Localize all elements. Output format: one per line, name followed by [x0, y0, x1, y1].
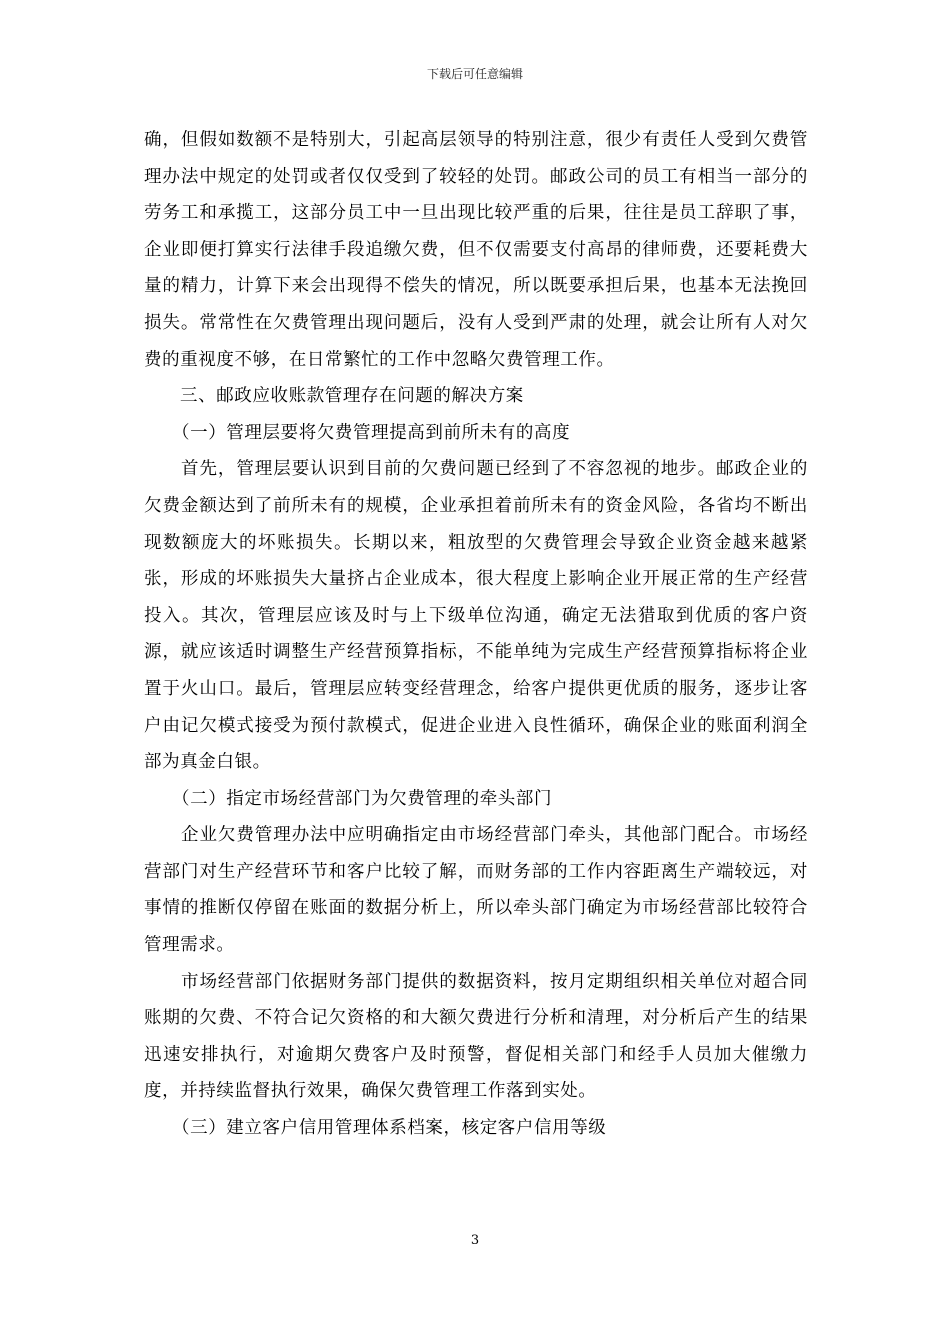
section-heading: 三、邮政应收账款管理存在问题的解决方案: [180, 386, 524, 407]
subsection-heading: （二）指定市场经营部门为欠费管理的牵头部门: [172, 788, 553, 809]
body-paragraph: 企业欠费管理办法中应明确指定由市场经营部门牵头，其他部门配合。市场经营部门对生产经营环节和客户比较了解，而财务部的工作内容距离生产端较远，对事情的推断仅停留在账面的数据分析上，所以牵头部门确定为市场经营部比较符合管理需求。: [144, 825, 808, 956]
document-body: [144, 122, 808, 1147]
paragraph-continued: 确，但假如数额不是特别大，引起高层领导的特别注意，很少有责任人受到欠费管理办法中规定的处罚或者仅仅受到了较轻的处罚。邮政公司的员工有相当一部分的劳务工和承揽工，这部分员工中一旦出现比较严重的后果，往往是员工辞职了事，企业即便打算实行法律手段追缴欠费，但不仅需要支付高昂的律师费，还要耗费大量的精力，计算下来会出现得不偿失的情况，所以既要承担后果，也基本无法挽回损失。常常性在欠费管理出现问题后，没有人受到严肃的处理，就会让所有人对欠费的重视度不够，在日常繁忙的工作中忽略欠费管理工作。: [144, 130, 808, 370]
subsection-heading: （一）管理层要将欠费管理提高到前所未有的高度: [172, 422, 571, 443]
body-paragraph: 市场经营部门依据财务部门提供的数据资料，按月定期组织相关单位对超合同账期的欠费、不符合记欠资格的和大额欠费进行分析和清理，对分析后产生的结果迅速安排执行，对逾期欠费客户及时预警，督促相关部门和经手人员加大催缴力度，并持续监督执行效果，确保欠费管理工作落到实处。: [144, 971, 808, 1102]
subsection-heading: （三）建立客户信用管理体系档案，核定客户信用等级: [172, 1118, 607, 1139]
body-paragraph: 首先，管理层要认识到目前的欠费问题已经到了不容忽视的地步。邮政企业的欠费金额达到了前所未有的规模，企业承担着前所未有的资金风险，各省均不断出现数额庞大的坏账损失。长期以来，粗放型的欠费管理会导致企业资金越来越紧张，形成的坏账损失大量挤占企业成本，很大程度上影响企业开展正常的生产经营投入。其次，管理层应该及时与上下级单位沟通，确定无法猎取到优质的客户资源，就应该适时调整生产经营预算指标，不能单纯为完成生产经营预算指标将企业置于火山口。最后，管理层应转变经营理念，给客户提供更优质的服务，逐步让客户由记欠模式接受为预付款模式，促进企业进入良性循环，确保企业的账面利润全部为真金白银。: [144, 459, 808, 773]
page-number: 3: [470, 1233, 480, 1248]
page-header: 下载后可任意编辑: [426, 67, 523, 81]
